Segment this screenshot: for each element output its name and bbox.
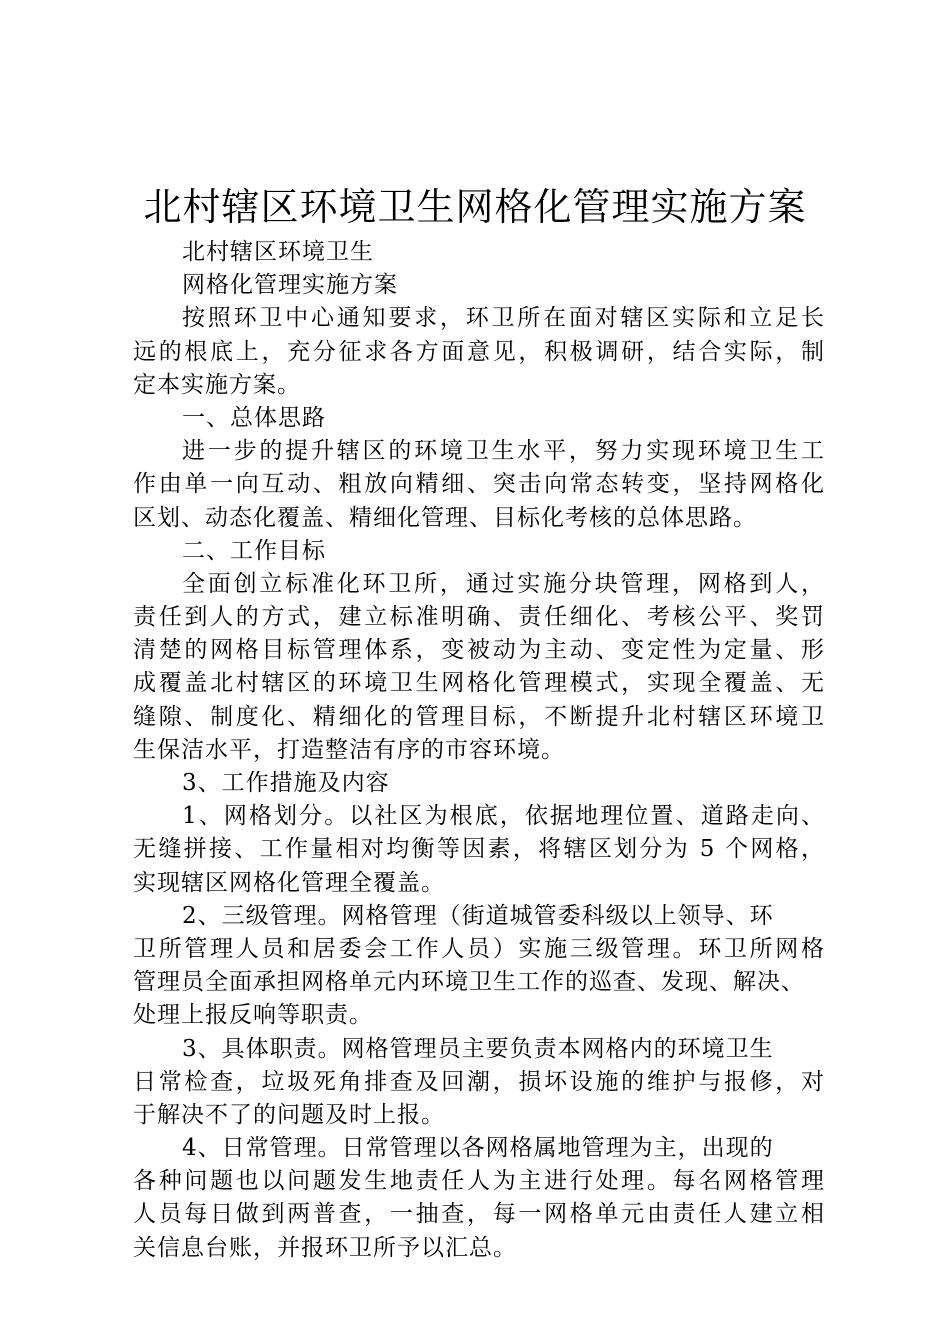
paragraph-line: 卫所管理人员和居委会工作人员）实施三级管理。环卫所网格 bbox=[133, 935, 825, 962]
paragraph-line: 作由单一向互动、粗放向精细、突击向常态转变，坚持网格化 bbox=[133, 471, 825, 498]
paragraph-line: 关信息台账，并报环卫所予以汇总。 bbox=[133, 1234, 517, 1261]
paragraph-line: 3、具体职责。网格管理员主要负责本网格内的环境卫生 bbox=[182, 1035, 774, 1062]
paragraph-line: 区划、动态化覆盖、精细化管理、目标化考核的总体思路。 bbox=[133, 504, 757, 531]
paragraph-line: 全面创立标准化环卫所，通过实施分块管理，网格到人， bbox=[182, 570, 825, 597]
paragraph-line: 一、总体思路 bbox=[182, 404, 326, 431]
paragraph-line: 二、工作目标 bbox=[182, 537, 326, 564]
document-title: 北村辖区环境卫生网格化管理实施方案 bbox=[143, 185, 807, 229]
paragraph-line: 实现辖区网格化管理全覆盖。 bbox=[133, 869, 445, 896]
paragraph-line: 3、工作措施及内容 bbox=[182, 770, 390, 796]
paragraph-line: 按照环卫中心通知要求，环卫所在面对辖区实际和立足长 bbox=[182, 305, 825, 332]
paragraph-line: 定本实施方案。 bbox=[133, 371, 301, 398]
paragraph-line: 2、三级管理。网格管理（街道城管委科级以上领导、环 bbox=[182, 902, 774, 929]
paragraph-line: 无缝拼接、工作量相对均衡等因素，将辖区划分为 5 个网格， bbox=[133, 836, 825, 863]
paragraph-line: 1、网格划分。以社区为根底，依据地理位置、道路走向、 bbox=[182, 803, 825, 830]
paragraph-line: 于解决不了的问题及时上报。 bbox=[133, 1101, 445, 1128]
paragraph-line: 各种问题也以问题发生地责任人为主进行处理。每名网格管理 bbox=[133, 1168, 825, 1195]
paragraph-line: 北村辖区环境卫生 bbox=[182, 239, 374, 265]
paragraph-line: 成覆盖北村辖区的环境卫生网格化管理模式，实现全覆盖、无 bbox=[133, 670, 825, 697]
paragraph-line: 4、日常管理。日常管理以各网格属地管理为主，出现的 bbox=[182, 1135, 774, 1162]
paragraph-line: 缝隙、制度化、精细化的管理目标，不断提升北村辖区环境卫 bbox=[133, 703, 825, 730]
paragraph-line: 日常检查，垃圾死角排查及回潮，损坏设施的维护与报修，对 bbox=[133, 1068, 825, 1095]
document-body bbox=[133, 236, 825, 1265]
paragraph-line: 远的根底上，充分征求各方面意见，积极调研，结合实际，制 bbox=[133, 338, 825, 365]
paragraph-line: 处理上报反响等职责。 bbox=[133, 1002, 373, 1029]
paragraph-line: 责任到人的方式，建立标准明确、责任细化、考核公平、奖罚 bbox=[133, 604, 825, 631]
paragraph-line: 进一步的提升辖区的环境卫生水平，努力实现环境卫生工 bbox=[182, 438, 825, 465]
paragraph-line: 网格化管理实施方案 bbox=[182, 272, 398, 299]
paragraph-line: 生保洁水平，打造整洁有序的市容环境。 bbox=[133, 736, 565, 763]
paragraph-line: 管理员全面承担网格单元内环境卫生工作的巡查、发现、解决、 bbox=[133, 969, 805, 996]
paragraph-line: 人员每日做到两普查，一抽查，每一网格单元由责任人建立相 bbox=[133, 1201, 825, 1228]
paragraph-line: 清楚的网格目标管理体系，变被动为主动、变定性为定量、形 bbox=[133, 637, 825, 664]
